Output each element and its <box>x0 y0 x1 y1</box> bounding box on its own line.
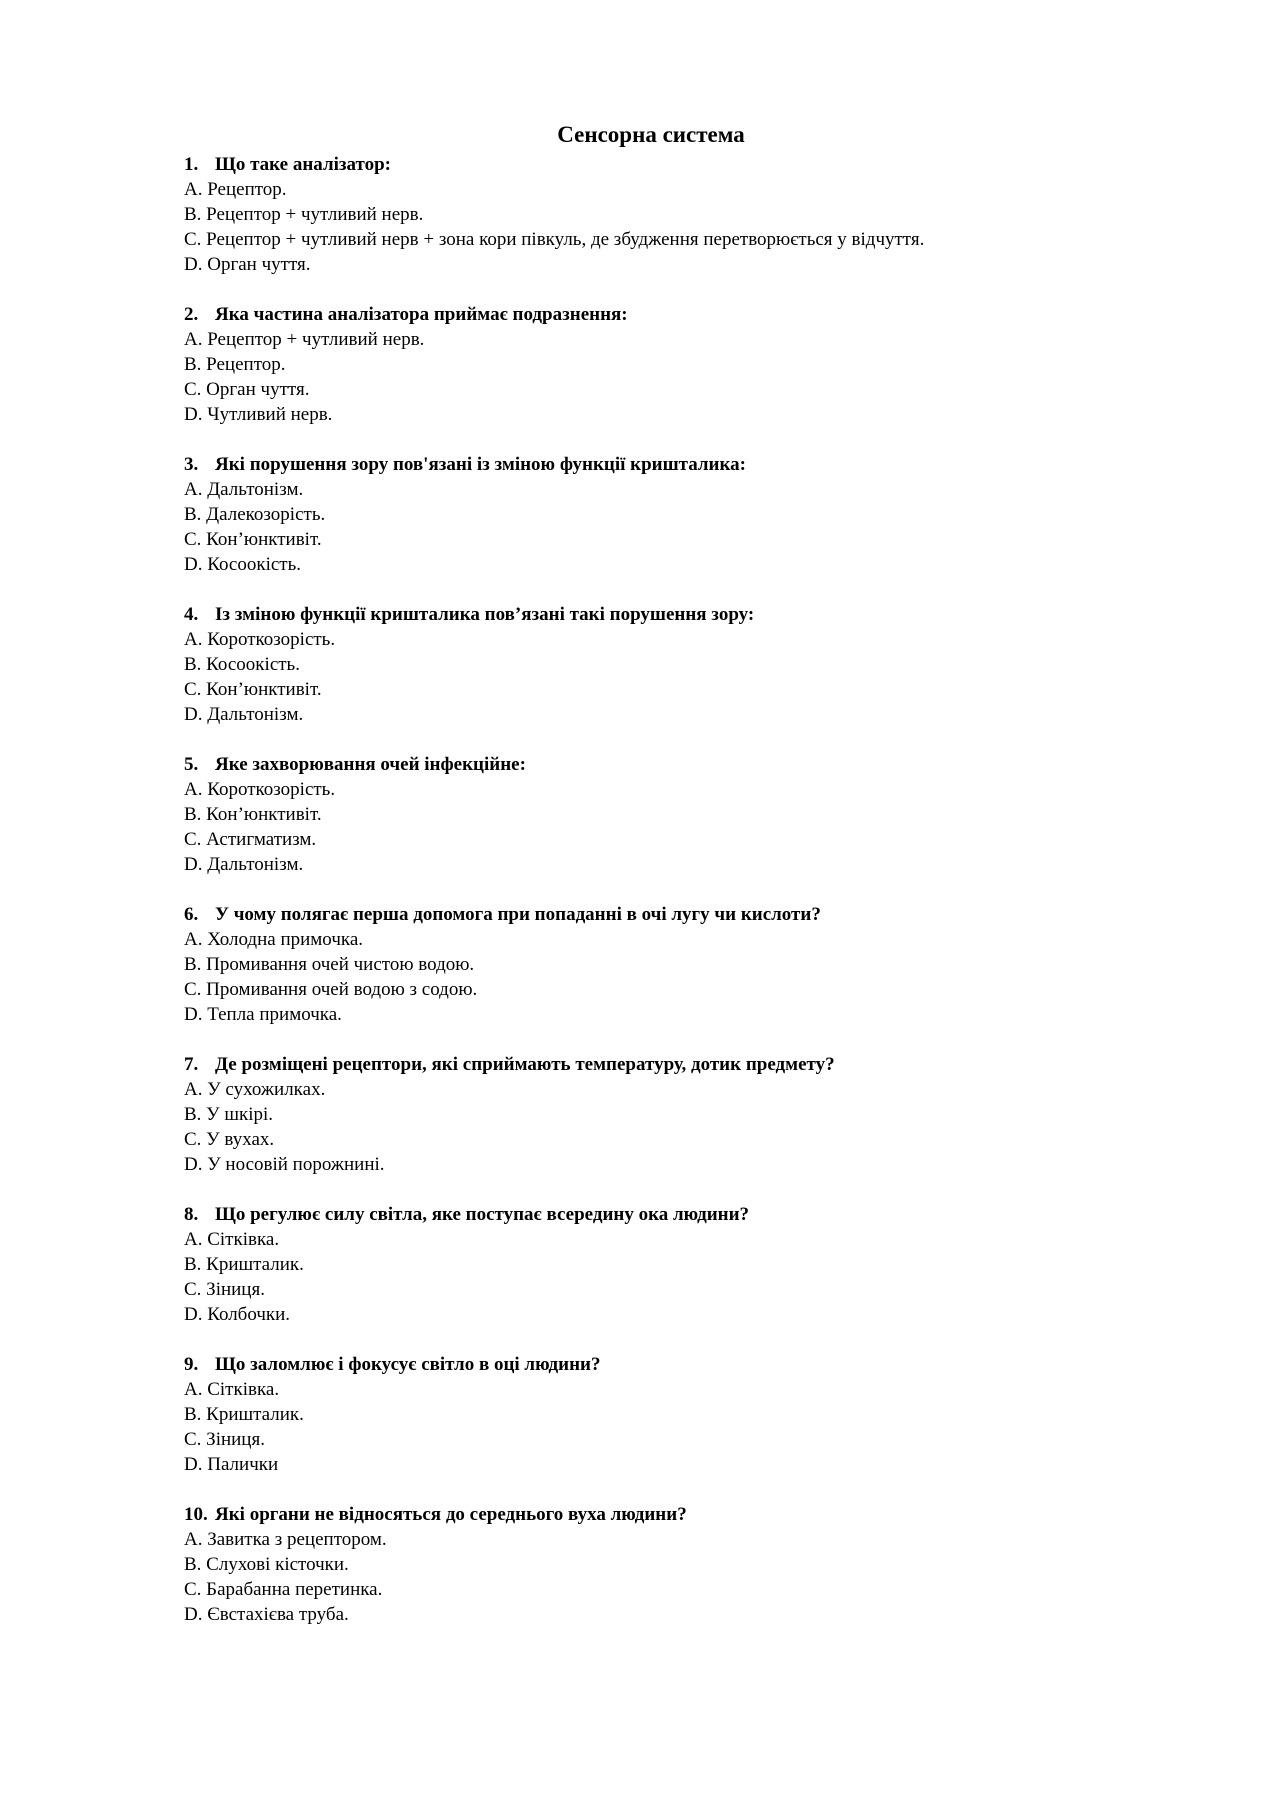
question-heading <box>184 1052 1114 1077</box>
question-text: Які порушення зору пов'язані із зміною функції кришталика: <box>215 454 746 475</box>
question-number: 8. <box>184 1204 199 1225</box>
question-number: 6. <box>184 904 199 925</box>
question-text: Яке захворювання очей інфекційне: <box>215 754 526 775</box>
answer-option: B. Рецептор. <box>184 354 286 375</box>
answer-option: D. Дальтонізм. <box>184 704 304 725</box>
question-number: 5. <box>184 754 199 775</box>
question-block <box>184 1502 1114 1627</box>
answer-option: B. Кон’юнктивіт. <box>184 804 322 825</box>
answer-option: A. Холодна примочка. <box>184 929 363 950</box>
answer-option: A. Сітківка. <box>184 1379 280 1400</box>
question-heading <box>184 452 1114 477</box>
question-text: Що заломлює і фокусує світло в оці людини? <box>215 1354 601 1375</box>
answer-option: C. Кон’юнктивіт. <box>184 679 322 700</box>
answer-option: D. Палички <box>184 1454 279 1475</box>
question-block <box>184 1202 1114 1327</box>
answer-option: C. Промивання очей водою з содою. <box>184 979 478 1000</box>
answer-option: C. Барабанна перетинка. <box>184 1579 383 1600</box>
answer-option: A. Короткозорість. <box>184 629 336 650</box>
answer-option: A. Рецептор + чутливий нерв. <box>184 329 425 350</box>
answer-option: D. Дальтонізм. <box>184 854 304 875</box>
question-heading <box>184 752 1114 777</box>
answer-option: B. Косоокість. <box>184 654 300 675</box>
answer-option: C. Астигматизм. <box>184 829 317 850</box>
question-heading <box>184 1502 1114 1527</box>
answer-option: B. Рецептор + чутливий нерв. <box>184 204 424 225</box>
answer-option: A. Короткозорість. <box>184 779 336 800</box>
question-number: 2. <box>184 304 199 325</box>
answer-option: A. Сітківка. <box>184 1229 280 1250</box>
document-page <box>184 118 1114 1652</box>
question-heading <box>184 1352 1114 1377</box>
answer-option: D. Косоокість. <box>184 554 302 575</box>
question-block <box>184 1352 1114 1477</box>
question-block <box>184 1052 1114 1177</box>
answer-option: A. Рецептор. <box>184 179 287 200</box>
question-heading <box>184 1202 1114 1227</box>
answer-option: A. Дальтонізм. <box>184 479 304 500</box>
question-heading <box>184 602 1114 627</box>
question-block <box>184 902 1114 1027</box>
answer-option: B. У шкірі. <box>184 1104 274 1125</box>
question-number: 1. <box>184 154 199 175</box>
question-number: 3. <box>184 454 199 475</box>
question-text: Із зміною функції кришталика пов’язані такі порушення зору: <box>215 604 755 625</box>
answer-option: B. Кришталик. <box>184 1404 304 1425</box>
answer-option: B. Кришталик. <box>184 1254 304 1275</box>
answer-option: C. Орган чуття. <box>184 379 310 400</box>
question-number: 10. <box>184 1504 208 1525</box>
question-text: Де розміщені рецептори, які сприймають температуру, дотик предмету? <box>215 1054 835 1075</box>
question-text: Що таке аналізатор: <box>215 154 392 175</box>
answer-option: C. Рецептор + чутливий нерв + зона кори півкуль, де збудження перетворюється у відчуття. <box>184 229 925 250</box>
answer-option: A. Завитка з рецептором. <box>184 1529 387 1550</box>
question-block <box>184 152 1114 277</box>
question-text: Що регулює силу світла, яке поступає всередину ока людини? <box>215 1204 750 1225</box>
answer-option: C. Зіниця. <box>184 1429 265 1450</box>
answer-option: D. Орган чуття. <box>184 254 311 275</box>
question-block <box>184 302 1114 427</box>
answer-option: A. У сухожилках. <box>184 1079 326 1100</box>
answer-option: C. Зіниця. <box>184 1279 265 1300</box>
answer-option: D. Тепла примочка. <box>184 1004 342 1025</box>
answer-option: B. Далекозорість. <box>184 504 326 525</box>
answer-option: B. Слухові кісточки. <box>184 1554 349 1575</box>
answer-option: D. Чутливий нерв. <box>184 404 333 425</box>
question-heading <box>184 302 1114 327</box>
question-heading <box>184 152 1114 177</box>
question-text: У чому полягає перша допомога при попаданні в очі лугу чи кислоти? <box>215 904 821 925</box>
question-number: 4. <box>184 604 199 625</box>
question-number: 7. <box>184 1054 199 1075</box>
answer-option: D. Євстахієва труба. <box>184 1604 349 1625</box>
question-block <box>184 752 1114 877</box>
question-block <box>184 452 1114 577</box>
question-number: 9. <box>184 1354 199 1375</box>
question-block <box>184 602 1114 727</box>
answer-option: D. У носовій порожнині. <box>184 1154 385 1175</box>
answer-option: C. У вухах. <box>184 1129 275 1150</box>
question-text: Яка частина аналізатора приймає подразнення: <box>215 304 628 325</box>
answer-option: C. Кон’юнктивіт. <box>184 529 322 550</box>
answer-option: B. Промивання очей чистою водою. <box>184 954 475 975</box>
question-text: Які органи не відносяться до середнього вуха людини? <box>215 1504 687 1525</box>
question-list <box>184 152 1114 1627</box>
answer-option: D. Колбочки. <box>184 1304 291 1325</box>
document-title: Сенсорна система <box>557 122 745 147</box>
question-heading <box>184 902 1114 927</box>
